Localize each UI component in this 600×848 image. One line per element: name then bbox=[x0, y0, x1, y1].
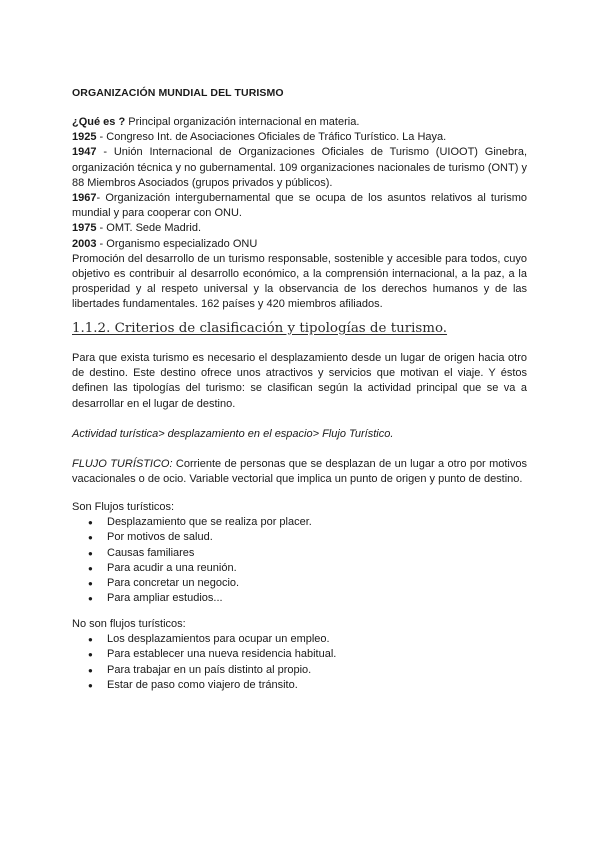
page-title: ORGANIZACIÓN MUNDIAL DEL TURISMO bbox=[72, 87, 284, 99]
history-label: 2003 bbox=[72, 237, 97, 250]
list-item: ● Por motivos de salud. bbox=[72, 530, 527, 545]
history-label: 1925 bbox=[72, 131, 97, 144]
flows-no-list bbox=[72, 632, 527, 693]
flows-yes-section bbox=[72, 500, 527, 606]
history-text: - Organización intergubernamental que se ocupa de los asuntos relativos al turismo mundial y para cooperar con ONU. bbox=[72, 192, 527, 220]
history-label: 1975 bbox=[72, 222, 97, 235]
list-item: ● Para ampliar estudios... bbox=[72, 591, 527, 606]
list-item: ● Estar de paso como viajero de tránsito. bbox=[72, 678, 527, 693]
flows-yes-list bbox=[72, 515, 527, 606]
flows-no-heading: No son flujos turísticos: bbox=[72, 618, 186, 630]
list-item: ● Para acudir a una reunión. bbox=[72, 561, 527, 576]
intro-paragraph: Para que exista turismo es necesario el desplazamiento desde un lugar de origen hacia otro de destino. Este destino ofrece unos atractivos y servicios que motivan el viaje. Y éstos definen las tipologías del turismo: se clasifican según la actividad principal que se va a desarrollar en el lugar de destino. bbox=[72, 352, 527, 410]
list-item: ● Para establecer una nueva residencia habitual. bbox=[72, 647, 527, 662]
list-item: ● Para trabajar en un país distinto al propio. bbox=[72, 663, 527, 678]
flow-definition-label: FLUJO TURÍSTICO: bbox=[72, 458, 173, 470]
section-heading: 1.1.2. Criterios de clasificación y tipologías de turismo. bbox=[72, 321, 448, 336]
list-item: ● Para concretar un negocio. bbox=[72, 576, 527, 591]
list-item: ● Causas familiares bbox=[72, 546, 527, 561]
history-item bbox=[72, 145, 527, 191]
history-text: - Organismo especializado ONU bbox=[96, 237, 258, 250]
promotion-paragraph: Promoción del desarrollo de un turismo responsable, sostenible y accesible para todos, cuyo objetivo es contribuir al desarrollo económico, a la comprensión internacional, a la paz, a la prosperidad y al respeto universal y la observancia de los derechos humanos y de las libertades fundamentales. 162 países y 420 miembros afiliados. bbox=[72, 252, 527, 311]
history-text: - Congreso Int. de Asociaciones Oficiales de Tráfico Turístico. La Haya. bbox=[96, 131, 447, 144]
list-item: ● Los desplazamientos para ocupar un empleo. bbox=[72, 632, 527, 647]
activity-line: Actividad turística> desplazamiento en el espacio> Flujo Turístico. bbox=[72, 428, 394, 440]
history-text: - OMT. Sede Madrid. bbox=[96, 222, 202, 235]
flows-yes-heading: Son Flujos turísticos: bbox=[72, 501, 175, 513]
history-label: ¿Qué es ? bbox=[72, 116, 126, 128]
history-text: - Unión Internacional de Organizaciones Oficiales de Turismo (UIOOT) Ginebra, organización técnica y no gubernamental. 109 organizaciones nacionales de turismo (ONT) y 88 Miembros Asociados (grupos privados y públicos). bbox=[72, 146, 527, 189]
history-label: 1967 bbox=[72, 192, 97, 205]
flows-no-section bbox=[72, 617, 527, 693]
history-item bbox=[72, 191, 527, 221]
history-block bbox=[72, 115, 527, 313]
history-label: 1947 bbox=[72, 146, 97, 159]
list-item: ● Desplazamiento que se realiza por placer. bbox=[72, 515, 527, 530]
history-item bbox=[72, 237, 527, 252]
flow-definition-text: Corriente de personas que se desplazan de un lugar a otro por motivos vacacionales o de ocio. Variable vectorial que implica un punto de origen y punto de destino. bbox=[72, 458, 527, 486]
history-item bbox=[72, 130, 527, 145]
history-item bbox=[72, 115, 527, 130]
history-item bbox=[72, 221, 527, 236]
flow-definition bbox=[72, 457, 527, 487]
history-text: Principal organización internacional en materia. bbox=[125, 116, 360, 128]
